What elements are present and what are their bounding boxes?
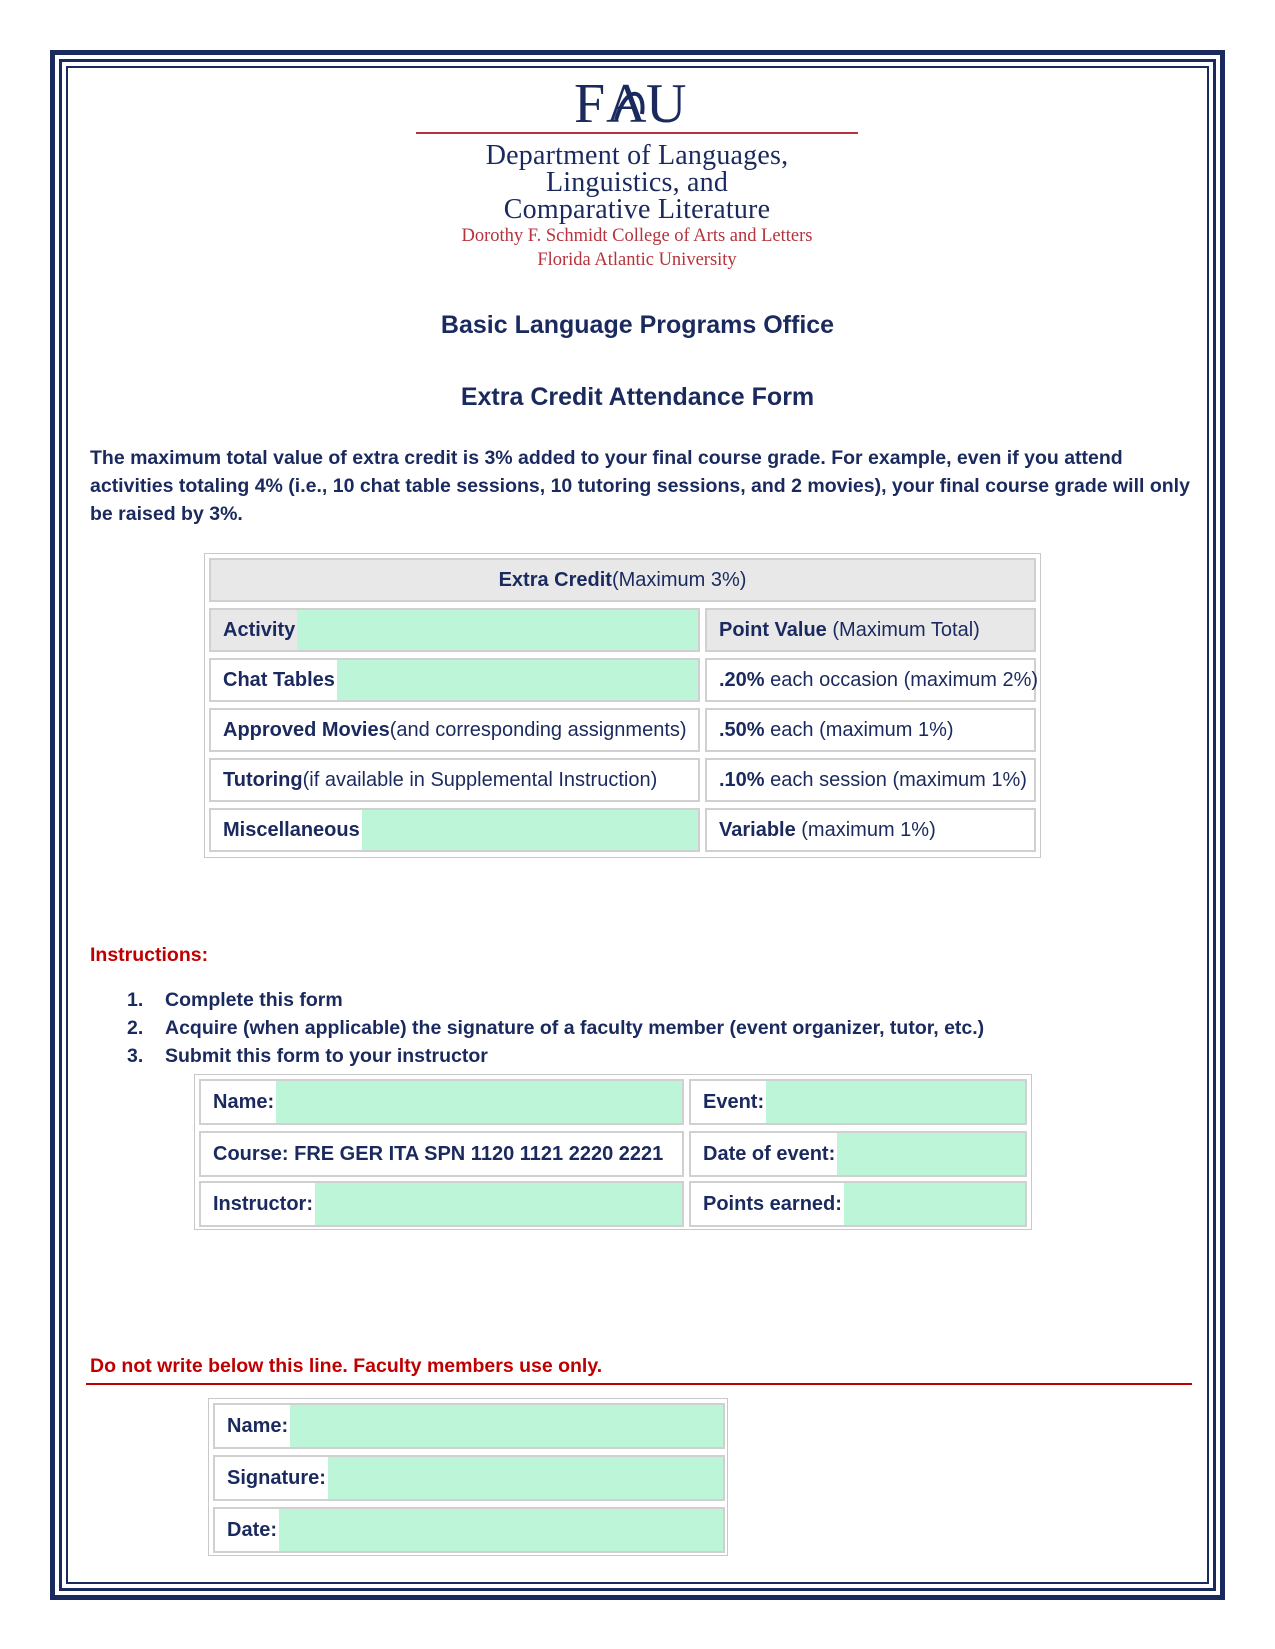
intro-paragraph: The maximum total value of extra credit is 3% added to your final course grade. For example, even if you attend activities totaling 4% (i.e., 10 chat table sessions, 10 tutoring sessions, and 2 movies), your final course grade will only be raised by 3%. bbox=[90, 447, 1190, 525]
instructions-title: Instructions: bbox=[90, 944, 209, 966]
point-value: .20% bbox=[719, 668, 765, 691]
faculty-date-cell bbox=[213, 1507, 725, 1553]
point-value-header-note: (Maximum Total) bbox=[826, 618, 980, 641]
table-row-value bbox=[705, 808, 1036, 852]
point-value-note: each (maximum 1%) bbox=[764, 718, 954, 741]
list-item bbox=[127, 986, 984, 1014]
point-value: Variable bbox=[719, 818, 796, 841]
table-header-label: Extra Credit bbox=[498, 568, 612, 591]
step-text: Complete this form bbox=[165, 989, 343, 1011]
list-item bbox=[127, 1014, 984, 1042]
activity-header-label: Activity bbox=[223, 618, 296, 641]
student-name-field[interactable] bbox=[276, 1081, 682, 1123]
list-item bbox=[127, 1042, 984, 1070]
activity-header-field[interactable] bbox=[297, 610, 698, 650]
table-row-activity bbox=[209, 808, 700, 852]
step-text: Submit this form to your instructor bbox=[165, 1045, 488, 1067]
points-earned-label: Points earned: bbox=[703, 1192, 842, 1215]
point-value: .50% bbox=[719, 718, 765, 741]
instructor-cell bbox=[199, 1181, 684, 1227]
university-name: Florida Atlantic University bbox=[537, 250, 737, 270]
activity-column-header bbox=[209, 608, 700, 652]
activity-label: Miscellaneous bbox=[223, 818, 360, 841]
instructor-field[interactable] bbox=[315, 1183, 682, 1225]
faculty-name-cell bbox=[213, 1403, 725, 1449]
table-row-value bbox=[705, 658, 1039, 702]
svg-text:A: A bbox=[606, 74, 645, 126]
table-row-activity bbox=[209, 758, 700, 802]
activity-note: (and corresponding assignments) bbox=[389, 718, 687, 741]
instructor-label: Instructor: bbox=[213, 1192, 313, 1215]
faculty-name-label: Name: bbox=[227, 1414, 289, 1437]
table-header-note: (Maximum 3%) bbox=[611, 568, 747, 591]
points-earned-cell bbox=[689, 1181, 1027, 1227]
points-earned-field[interactable] bbox=[844, 1183, 1025, 1225]
step-number: 3. bbox=[127, 1045, 144, 1067]
miscellaneous-field[interactable] bbox=[362, 810, 698, 850]
office-title: Basic Language Programs Office bbox=[440, 311, 835, 339]
step-number: 2. bbox=[127, 1017, 144, 1039]
svg-text:F: F bbox=[574, 74, 604, 126]
point-value-note: (maximum 1%) bbox=[795, 818, 936, 841]
logo-divider bbox=[416, 132, 858, 134]
activity-label: Tutoring bbox=[223, 768, 303, 791]
table-row-activity bbox=[209, 708, 700, 752]
department-logo bbox=[400, 74, 874, 271]
svg-text:U: U bbox=[646, 74, 687, 126]
name-cell bbox=[199, 1079, 684, 1125]
step-number: 1. bbox=[127, 989, 144, 1011]
table-header bbox=[209, 558, 1036, 602]
faculty-date-label: Date: bbox=[227, 1518, 278, 1541]
point-value-note: each occasion (maximum 2%) bbox=[764, 668, 1039, 691]
department-name-line-1: Department of Languages, bbox=[485, 140, 789, 171]
table-row-value bbox=[705, 708, 1036, 752]
instructions-list bbox=[127, 986, 984, 1070]
point-value-header-label: Point Value bbox=[719, 618, 827, 641]
course-cell bbox=[199, 1131, 684, 1177]
activity-label: Chat Tables bbox=[223, 668, 335, 691]
point-value-column-header bbox=[705, 608, 1036, 652]
name-label: Name: bbox=[213, 1090, 275, 1113]
date-of-event-label: Date of event: bbox=[703, 1142, 836, 1165]
faculty-divider-line bbox=[86, 1383, 1192, 1385]
department-name-line-3: Comparative Literature bbox=[503, 194, 771, 225]
point-value: .10% bbox=[719, 768, 765, 791]
student-info-form bbox=[194, 1074, 1032, 1230]
table-row-value bbox=[705, 758, 1036, 802]
fau-wordmark-logo bbox=[572, 74, 702, 126]
extra-credit-table bbox=[204, 553, 1041, 858]
table-row-activity bbox=[209, 658, 700, 702]
faculty-signature-cell bbox=[213, 1455, 725, 1501]
faculty-name-field[interactable] bbox=[290, 1405, 723, 1447]
form-title: Extra Credit Attendance Form bbox=[460, 383, 815, 411]
course-label: Course: FRE GER ITA SPN 1120 1121 2220 2221 bbox=[213, 1142, 664, 1165]
date-of-event-field[interactable] bbox=[837, 1133, 1025, 1175]
faculty-only-notice: Do not write below this line. Faculty members use only. bbox=[90, 1355, 603, 1377]
point-value-note: each session (maximum 1%) bbox=[764, 768, 1027, 791]
activity-label: Approved Movies bbox=[223, 718, 390, 741]
step-text: Acquire (when applicable) the signature of a faculty member (event organizer, tutor, etc.) bbox=[165, 1017, 985, 1039]
chat-tables-field[interactable] bbox=[337, 660, 698, 700]
event-label: Event: bbox=[703, 1090, 765, 1113]
college-name: Dorothy F. Schmidt College of Arts and Letters bbox=[461, 226, 813, 246]
activity-note: (if available in Supplemental Instruction) bbox=[302, 768, 658, 791]
faculty-form bbox=[208, 1398, 728, 1556]
faculty-date-field[interactable] bbox=[279, 1509, 723, 1551]
faculty-signature-label: Signature: bbox=[227, 1466, 326, 1489]
date-of-event-cell bbox=[689, 1131, 1027, 1177]
faculty-signature-field[interactable] bbox=[328, 1457, 723, 1499]
event-field[interactable] bbox=[766, 1081, 1025, 1123]
event-cell bbox=[689, 1079, 1027, 1125]
department-name-line-2: Linguistics, and bbox=[545, 167, 729, 198]
